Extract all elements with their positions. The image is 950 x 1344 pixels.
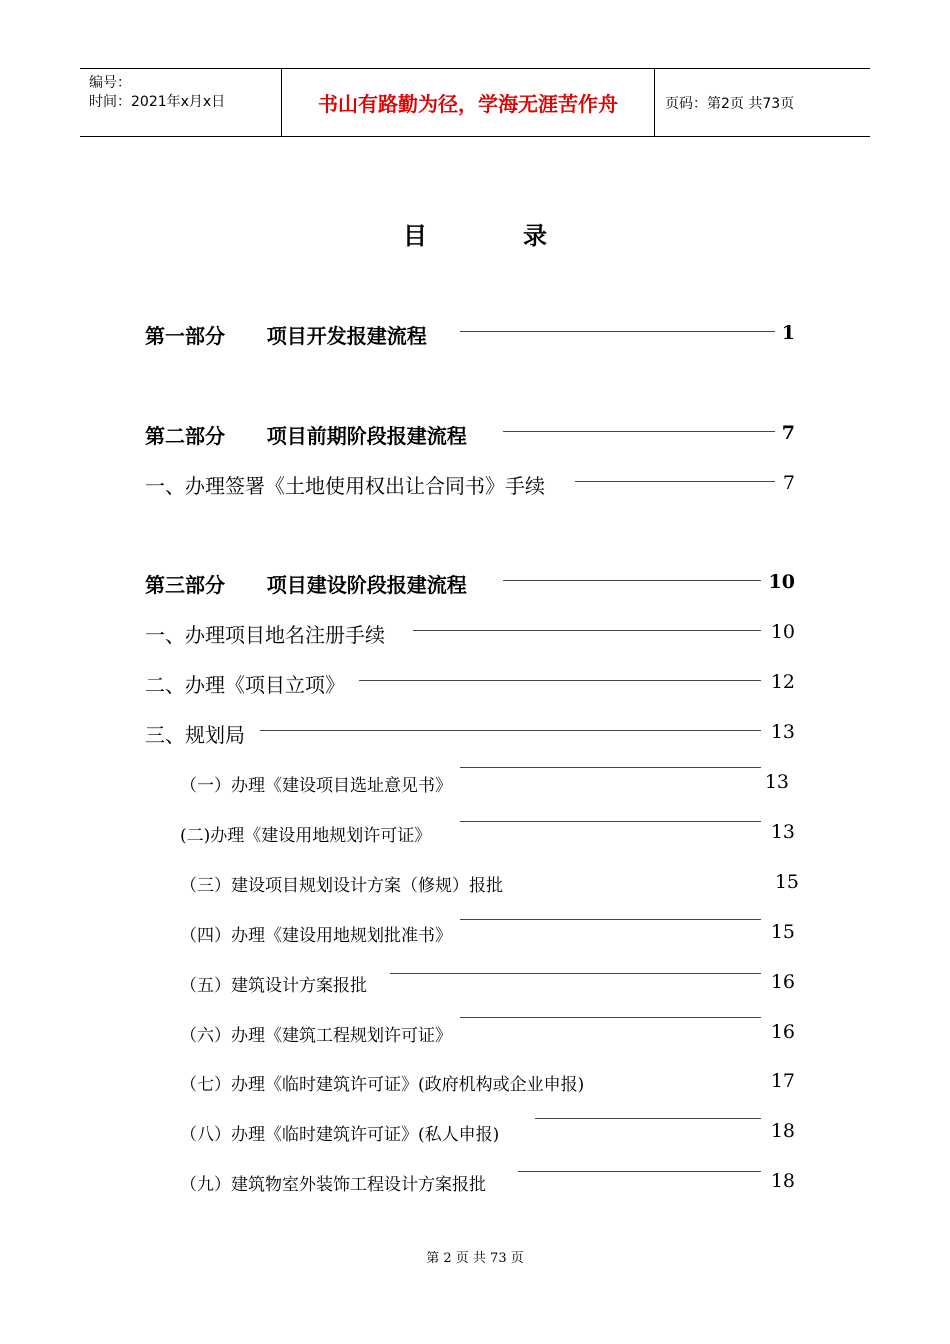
toc-entry-page: 18 (770, 1170, 795, 1192)
toc-leader-line (460, 821, 761, 822)
toc-title: 目录 (403, 221, 643, 250)
toc-entry-page: 16 (770, 971, 795, 993)
toc-entry[interactable] (145, 617, 795, 649)
serial-label: 编号： (89, 75, 131, 91)
toc-entry-page: 7 (781, 422, 795, 444)
toc-entry[interactable] (180, 967, 795, 999)
toc-entry[interactable] (180, 1017, 795, 1049)
toc-entry[interactable] (145, 567, 795, 599)
toc-entry-page: 18 (770, 1120, 795, 1142)
toc-entry-text: （五）建筑设计方案报批 (180, 975, 367, 996)
page-header (80, 68, 870, 137)
toc-entry-text: (二)办理《建设用地规划许可证》 (180, 825, 432, 846)
toc-entry[interactable] (180, 817, 795, 849)
toc-entry-page: 7 (782, 472, 795, 494)
toc-entry[interactable] (145, 318, 795, 350)
header-motto: 书山有路勤为径，学海无涯苦作舟 (282, 69, 655, 136)
toc-leader-line (390, 973, 761, 974)
toc-entry[interactable] (180, 917, 795, 949)
toc-entry-text: （六）办理《建筑工程规划许可证》 (180, 1025, 452, 1046)
toc-leader-line (460, 331, 775, 332)
toc-leader-line (503, 431, 775, 432)
toc-leader-line (575, 481, 775, 482)
toc-entry-page: 17 (770, 1070, 795, 1092)
toc-entry-page: 13 (764, 771, 789, 793)
toc-leader-line (460, 1017, 761, 1018)
toc-entry[interactable] (145, 418, 795, 450)
toc-entry-text: 一、办理签署《土地使用权出让合同书》手续 (145, 473, 545, 498)
toc-entry-text: 第二部分 项目前期阶段报建流程 (145, 423, 467, 448)
toc-entry[interactable] (180, 867, 799, 899)
toc-entry-text: 第一部分 项目开发报建流程 (145, 323, 427, 348)
toc-leader-line (460, 767, 761, 768)
page-footer: 第 2 页 共 73 页 (426, 1251, 524, 1266)
date-label: 时间：2021年x月x日 (89, 94, 226, 110)
toc-entry[interactable] (145, 468, 795, 500)
toc-entry-text: （三）建设项目规划设计方案（修规）报批 (180, 875, 503, 896)
toc-entry-text: 一、办理项目地名注册手续 (145, 622, 385, 647)
toc-entry-text: 第三部分 项目建设阶段报建流程 (145, 572, 467, 597)
header-page-info: 页码：第2页 共73页 (665, 95, 795, 112)
toc-entry-page: 13 (770, 721, 795, 743)
toc-leader-line (503, 580, 761, 581)
toc-entry-text: 二、办理《项目立项》 (145, 672, 345, 697)
toc-leader-line (260, 730, 761, 731)
toc-entry[interactable] (145, 667, 795, 699)
toc-entry-page: 10 (768, 571, 795, 593)
toc-entry-page: 12 (770, 671, 795, 693)
toc-entry-text: （七）办理《临时建筑许可证》(政府机构或企业申报) (180, 1074, 585, 1095)
toc-leader-line (413, 630, 761, 631)
toc-entry[interactable] (180, 767, 795, 799)
toc-entry-text: 三、规划局 (145, 722, 245, 747)
toc-entry-page: 10 (770, 621, 795, 643)
toc-leader-line (460, 919, 761, 920)
toc-entry[interactable] (180, 1116, 795, 1148)
toc-entry-page: 16 (770, 1021, 795, 1043)
toc-entry[interactable] (145, 717, 795, 749)
toc-entry-text: （八）办理《临时建筑许可证》(私人申报) (180, 1124, 500, 1145)
toc-entry-page: 1 (781, 322, 795, 344)
toc-leader-line (518, 1171, 761, 1172)
toc-entry-page: 15 (774, 871, 799, 893)
toc-entry[interactable] (180, 1166, 795, 1198)
toc-entry-page: 13 (770, 821, 795, 843)
toc-leader-line (535, 1118, 761, 1119)
toc-leader-line (359, 680, 761, 681)
toc-entry-text: （九）建筑物室外装饰工程设计方案报批 (180, 1174, 486, 1195)
toc-entry-text: （四）办理《建设用地规划批准书》 (180, 925, 452, 946)
header-meta (80, 69, 282, 136)
toc-entry-page: 15 (770, 921, 795, 943)
toc-entry-text: （一）办理《建设项目选址意见书》 (180, 775, 452, 796)
toc-entry[interactable] (180, 1066, 795, 1098)
